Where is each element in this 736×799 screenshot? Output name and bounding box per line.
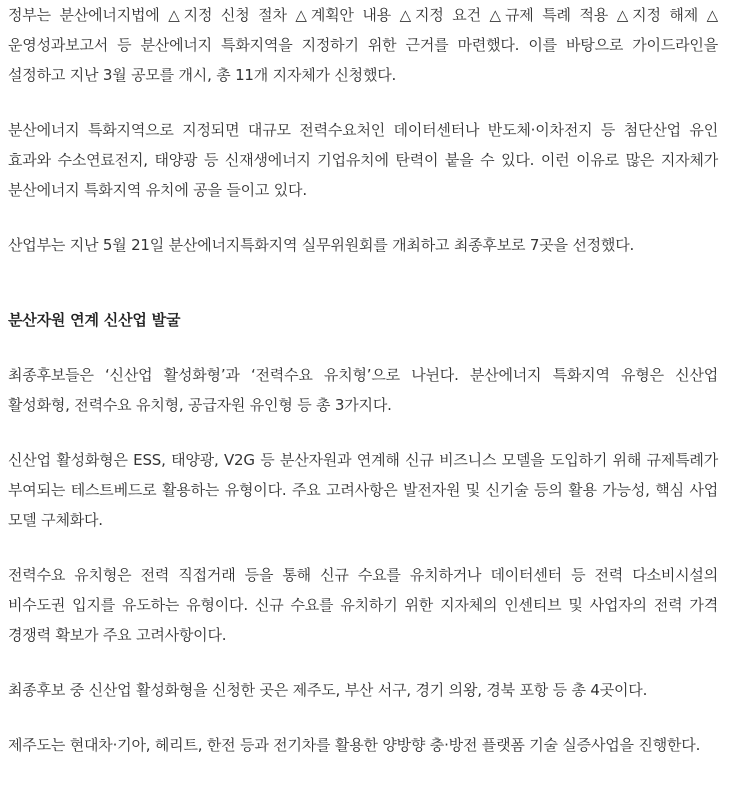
paragraph-demand-attraction-type: 전력수요 유치형은 전력 직접거래 등을 통해 신규 수요를 유치하거나 데이터센터 등 전력 다소비시설의 비수도권 입지를 유도하는 유형이다. 신규 수요를 유치하기 위한 지자체의 인센티브 및 사업자의 전력 가격 경쟁력 확보가 주요 고려사항이다. (8, 566, 718, 644)
section-heading: 분산자원 연계 신산업 발굴 (8, 311, 181, 329)
paragraph-designation-benefits: 분산에너지 특화지역으로 지정되면 대규모 전력수요처인 데이터센터나 반도체·이차전지 등 첨단산업 유인 효과와 수소연료전지, 태양광 등 신재생에너지 기업유치에 탄력이 붙을 수 있다. 이런 이유로 많은 지자체가 분산에너지 특화지역 유치에 공을 들이고 있다. (8, 121, 718, 199)
paragraph-final-candidates: 산업부는 지난 5월 21일 분산에너지특화지역 실무위원회를 개최하고 최종후보로 7곳을 선정했다. (8, 236, 635, 254)
paragraph-new-industry-applicants: 최종후보 중 신산업 활성화형을 신청한 곳은 제주도, 부산 서구, 경기 의왕, 경북 포항 등 총 4곳이다. (8, 681, 648, 699)
paragraph-candidate-types: 최종후보들은 ‘신산업 활성화형’과 ‘전력수요 유치형’으로 나뉜다. 분산에너지 특화지역 유형은 신산업 활성화형, 전력수요 유치형, 공급자원 유인형 등 총 3가지다. (8, 366, 718, 414)
paragraph-legal-basis: 정부는 분산에너지법에 △지정 신청 절차 △계획안 내용 △지정 요건 △규제 특례 적용 △지정 해제 △운영성과보고서 등 분산에너지 특화지역을 지정하기 위한 근거를 마련했다. 이를 바탕으로 가이드라인을 설정하고 지난 3월 공모를 개시, 총 11개 지자체가 신청했다. (8, 6, 718, 84)
paragraph-new-industry-type: 신산업 활성화형은 ESS, 태양광, V2G 등 분산자원과 연계해 신규 비즈니스 모델을 도입하기 위해 규제특례가 부여되는 테스트베드로 활용하는 유형이다. 주요 고려사항은 발전자원 및 신기술 등의 활용 가능성, 핵심 사업 모델 구체화다. (8, 451, 718, 529)
article-body (8, 0, 718, 760)
paragraph-jeju-project: 제주도는 현대차·기아, 헤리트, 한전 등과 전기차를 활용한 양방향 충·방전 플랫폼 기술 실증사업을 진행한다. (8, 736, 701, 754)
